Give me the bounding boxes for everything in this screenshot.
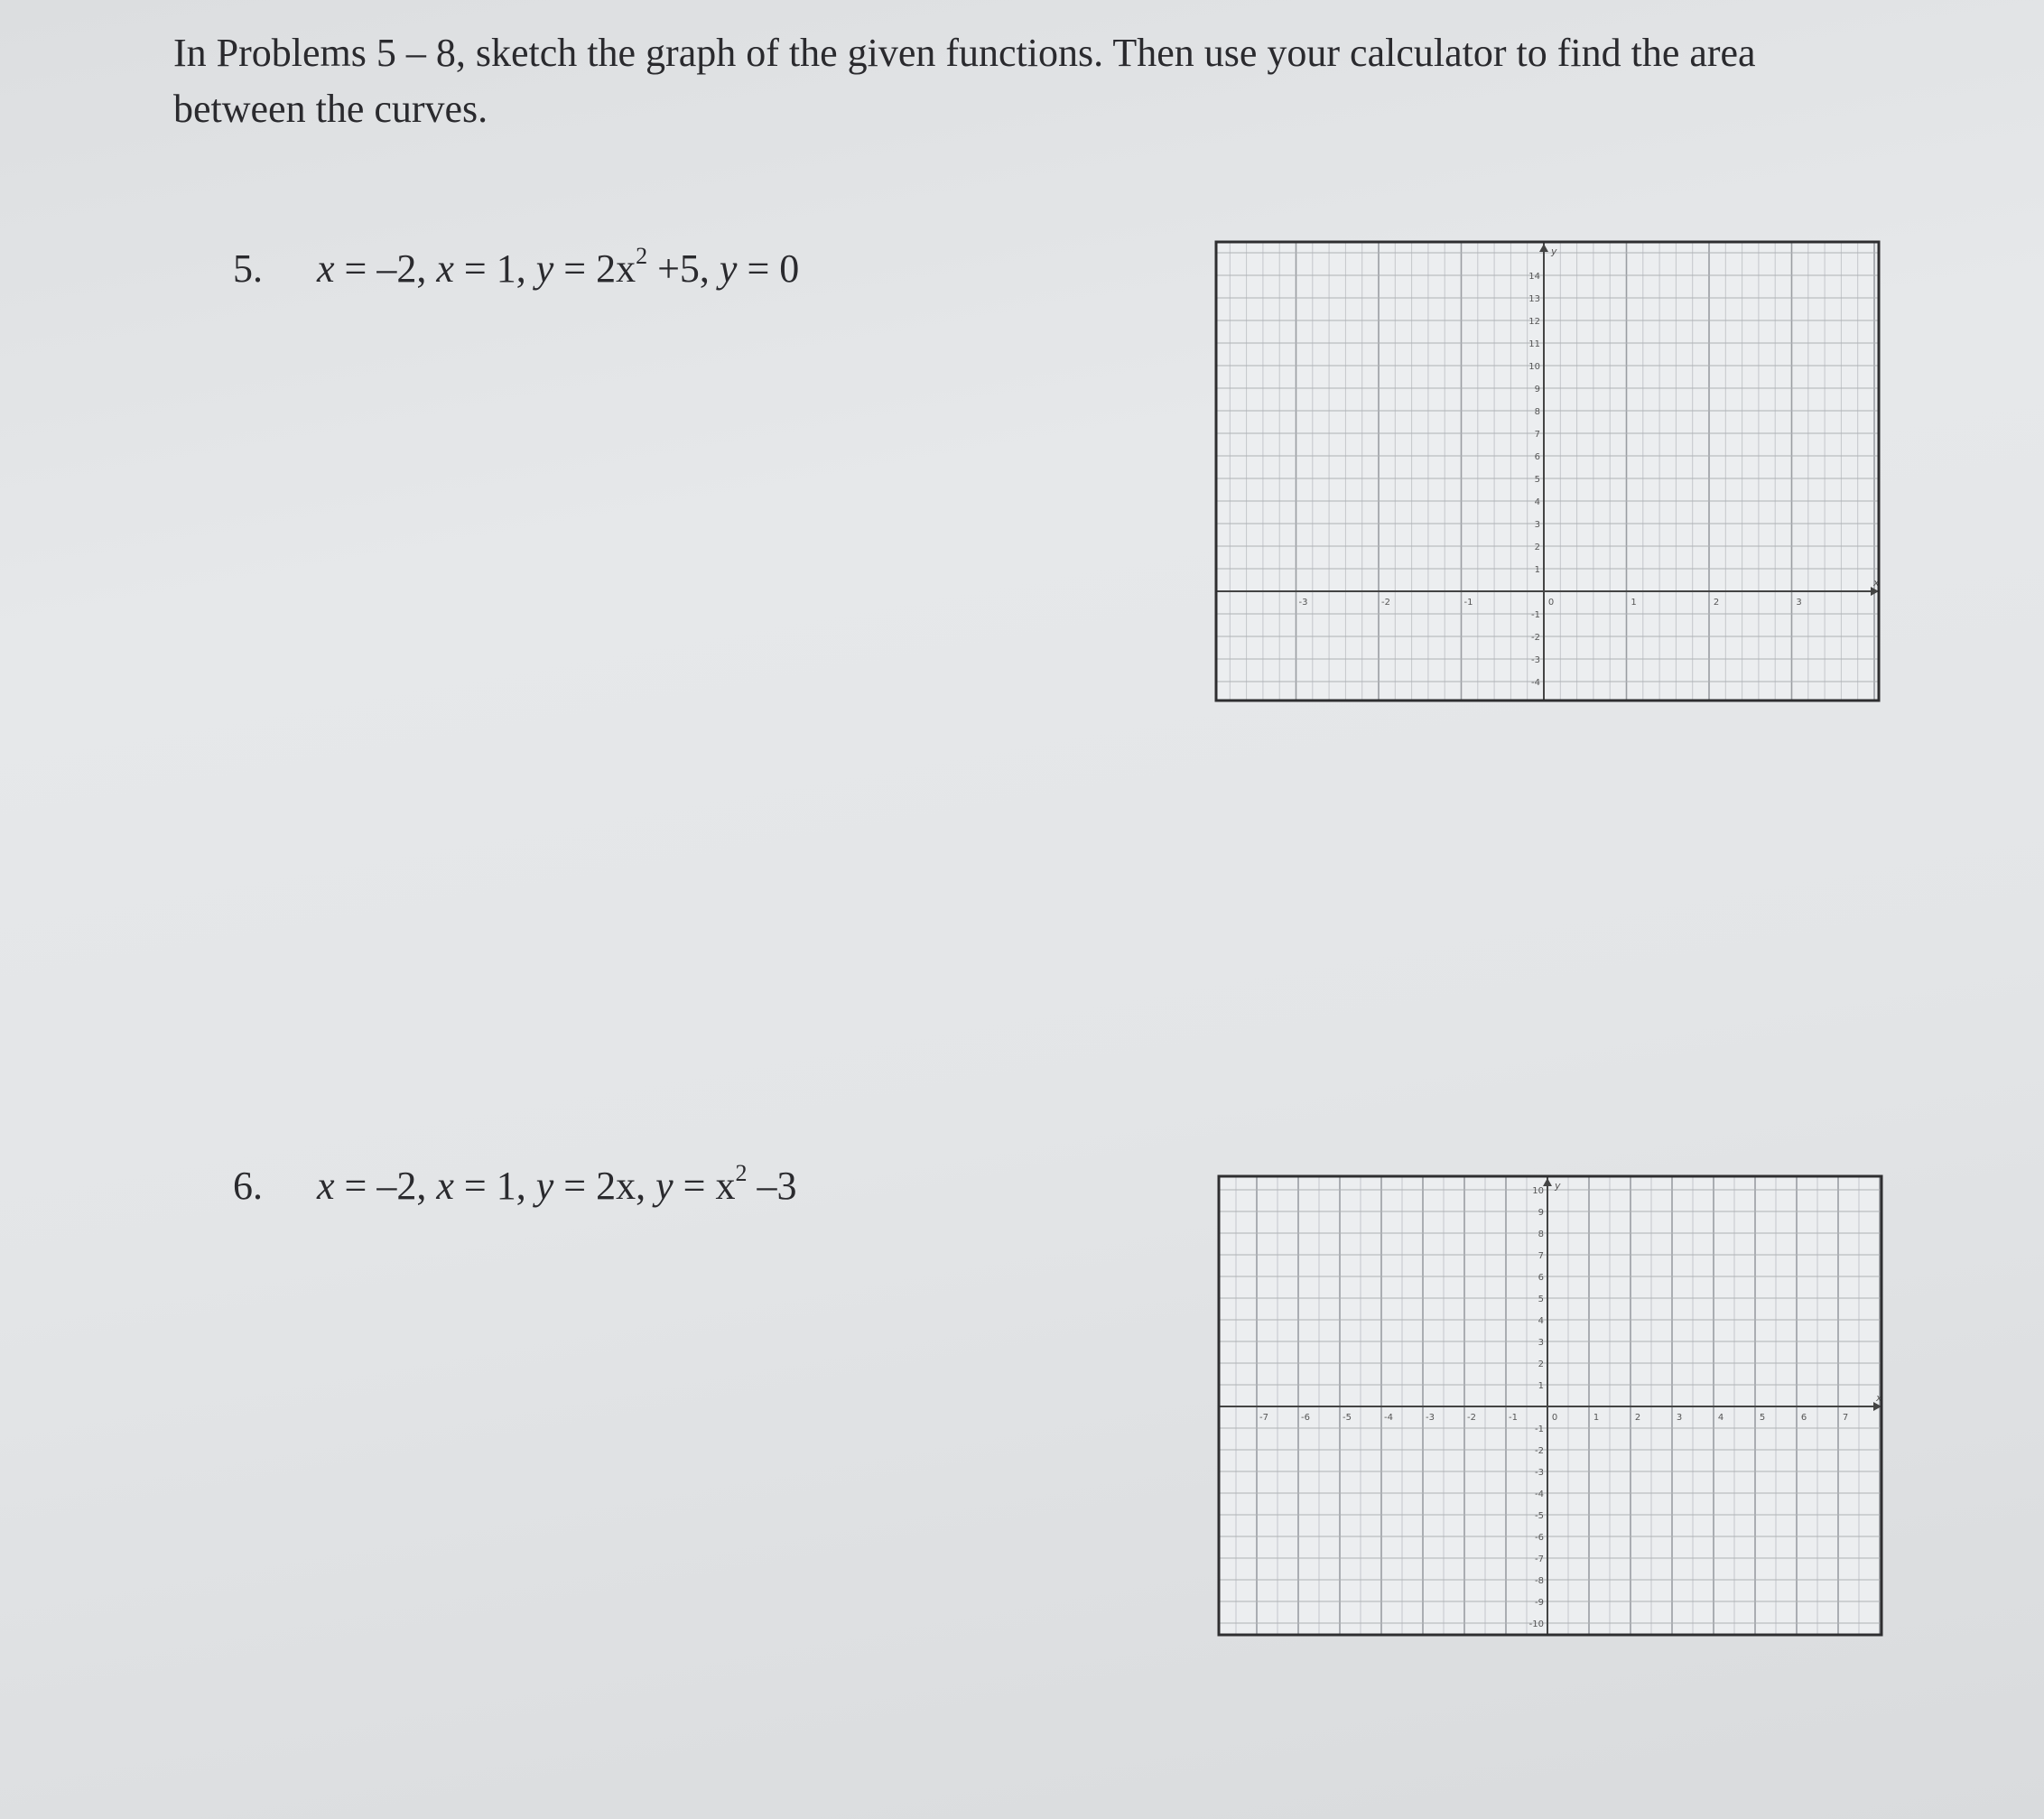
y-tick-label: -4 (1535, 1490, 1544, 1499)
x-tick-label: -4 (1384, 1413, 1393, 1423)
x-axis-label: x (1876, 1392, 1882, 1404)
y-tick-label: 13 (1528, 294, 1540, 304)
equation-variable: y (535, 1164, 554, 1208)
x-tick-label: -1 (1509, 1413, 1518, 1423)
x-tick-label: -2 (1467, 1413, 1476, 1423)
equation: x = 1 (436, 1164, 516, 1208)
y-tick-label: 9 (1534, 385, 1540, 394)
y-tick-label: 1 (1534, 565, 1540, 575)
problem-6 (233, 1160, 797, 1209)
graph-grid-problem-5[interactable] (1213, 237, 1882, 711)
x-tick-label: -3 (1298, 598, 1308, 608)
y-tick-label: -5 (1535, 1511, 1544, 1521)
y-axis-label: y (1555, 1180, 1561, 1192)
x-axis-label: x (1873, 577, 1880, 589)
y-tick-label: 10 (1532, 1186, 1544, 1196)
x-tick-label: -7 (1259, 1413, 1268, 1423)
equation-tail: +5 (647, 246, 700, 291)
x-tick-label: 3 (1796, 598, 1802, 608)
y-tick-label: -3 (1531, 655, 1540, 665)
equation-variable: x (436, 246, 454, 291)
equation-value: 2x (596, 1164, 636, 1208)
y-tick-label: 3 (1538, 1338, 1544, 1348)
x-tick-label: 1 (1593, 1413, 1600, 1423)
y-tick-label: 6 (1538, 1273, 1544, 1283)
y-tick-label: 5 (1534, 475, 1540, 485)
y-tick-label: -2 (1531, 633, 1540, 643)
equation: x = 1 (436, 246, 516, 291)
equation-value: 0 (779, 246, 800, 291)
y-tick-label: 7 (1534, 430, 1540, 440)
problem-equations: x = –2, x = 1, y = 2x, $y = x^2$ –3 (317, 1160, 797, 1208)
x-tick-label: 5 (1759, 1413, 1766, 1423)
y-tick-label: 9 (1538, 1208, 1544, 1218)
equation-value: 2x (596, 246, 636, 291)
equation-value: 1 (496, 1164, 516, 1208)
y-tick-label: 4 (1538, 1316, 1544, 1326)
x-tick-label: 3 (1676, 1413, 1683, 1423)
equation-tail: –3 (747, 1164, 797, 1208)
x-tick-label: 2 (1713, 598, 1720, 608)
y-axis-label: y (1551, 246, 1557, 257)
graph-grid-problem-6[interactable] (1216, 1172, 1886, 1646)
y-tick-label: 11 (1528, 339, 1540, 349)
coordinate-grid[interactable] (1213, 237, 1882, 707)
equation-variable: y (535, 246, 554, 291)
x-tick-label: 7 (1842, 1413, 1849, 1423)
y-tick-label: 7 (1538, 1251, 1544, 1261)
y-tick-label: 8 (1538, 1230, 1544, 1239)
y-tick-label: 6 (1534, 452, 1540, 462)
instructions-text: In Problems 5 – 8, sketch the graph of the given functions. Then use your calculator to find the area between the curves. (173, 31, 1756, 131)
equation-variable: x (317, 246, 335, 291)
y-tick-label: 2 (1538, 1360, 1544, 1369)
y-tick-label: 3 (1534, 520, 1540, 530)
equation-variable: y (719, 246, 738, 291)
x-tick-label: 4 (1717, 1413, 1724, 1423)
y-tick-label: 5 (1538, 1295, 1544, 1304)
problem-5 (233, 243, 800, 292)
y-tick-label: -6 (1535, 1533, 1544, 1543)
equation-value: –2 (376, 246, 417, 291)
y-tick-label: -7 (1535, 1555, 1544, 1564)
x-tick-label: -6 (1301, 1413, 1310, 1423)
y-tick-label: 10 (1528, 362, 1540, 372)
equation-variable: y (655, 1164, 674, 1208)
x-tick-label: 0 (1551, 1413, 1558, 1423)
equation: x = –2 (317, 246, 417, 291)
equation: $y = 2x^2 +5$ (535, 243, 700, 291)
equation-variable: x (317, 1164, 335, 1208)
y-tick-label: -8 (1535, 1576, 1544, 1586)
equation: x = –2 (317, 1164, 417, 1208)
y-tick-label: -10 (1528, 1619, 1544, 1629)
equation-value: –2 (376, 1164, 417, 1208)
y-tick-label: 12 (1528, 317, 1540, 327)
y-tick-label: 4 (1534, 497, 1540, 507)
y-tick-label: -2 (1535, 1446, 1544, 1456)
equation-exponent: 2 (636, 243, 648, 269)
equation-variable: x (436, 1164, 454, 1208)
x-tick-label: -2 (1381, 598, 1390, 608)
x-tick-label: 1 (1631, 598, 1637, 608)
problem-number: 6. (233, 1164, 263, 1208)
x-tick-label: 2 (1634, 1413, 1641, 1423)
y-tick-label: 14 (1528, 272, 1540, 282)
x-tick-label: -1 (1463, 598, 1473, 608)
equation: y = 2x (535, 1164, 636, 1208)
equation-value: 1 (496, 246, 516, 291)
x-tick-label: -3 (1426, 1413, 1435, 1423)
equation: y = 0 (719, 246, 800, 291)
problem-equations: x = –2, x = 1, $y = 2x^2 +5$, y = 0 (317, 243, 800, 291)
y-tick-label: -1 (1535, 1425, 1544, 1434)
x-tick-label: -5 (1343, 1413, 1352, 1423)
y-tick-label: -9 (1535, 1598, 1544, 1608)
y-tick-label: 1 (1538, 1381, 1544, 1391)
coordinate-grid[interactable] (1216, 1172, 1886, 1641)
x-tick-label: 0 (1547, 598, 1555, 608)
equation-value: x (715, 1164, 736, 1208)
y-tick-label: 2 (1534, 543, 1540, 552)
equation: $y = x^2$ –3 (655, 1160, 797, 1208)
equation-exponent: 2 (735, 1160, 748, 1186)
grid-background (1216, 242, 1879, 701)
y-tick-label: -3 (1535, 1468, 1544, 1478)
problem-number: 5. (233, 246, 263, 291)
y-tick-label: -1 (1531, 610, 1540, 620)
y-tick-label: -4 (1531, 678, 1540, 688)
x-tick-label: 6 (1800, 1413, 1807, 1423)
y-tick-label: 8 (1534, 407, 1540, 417)
